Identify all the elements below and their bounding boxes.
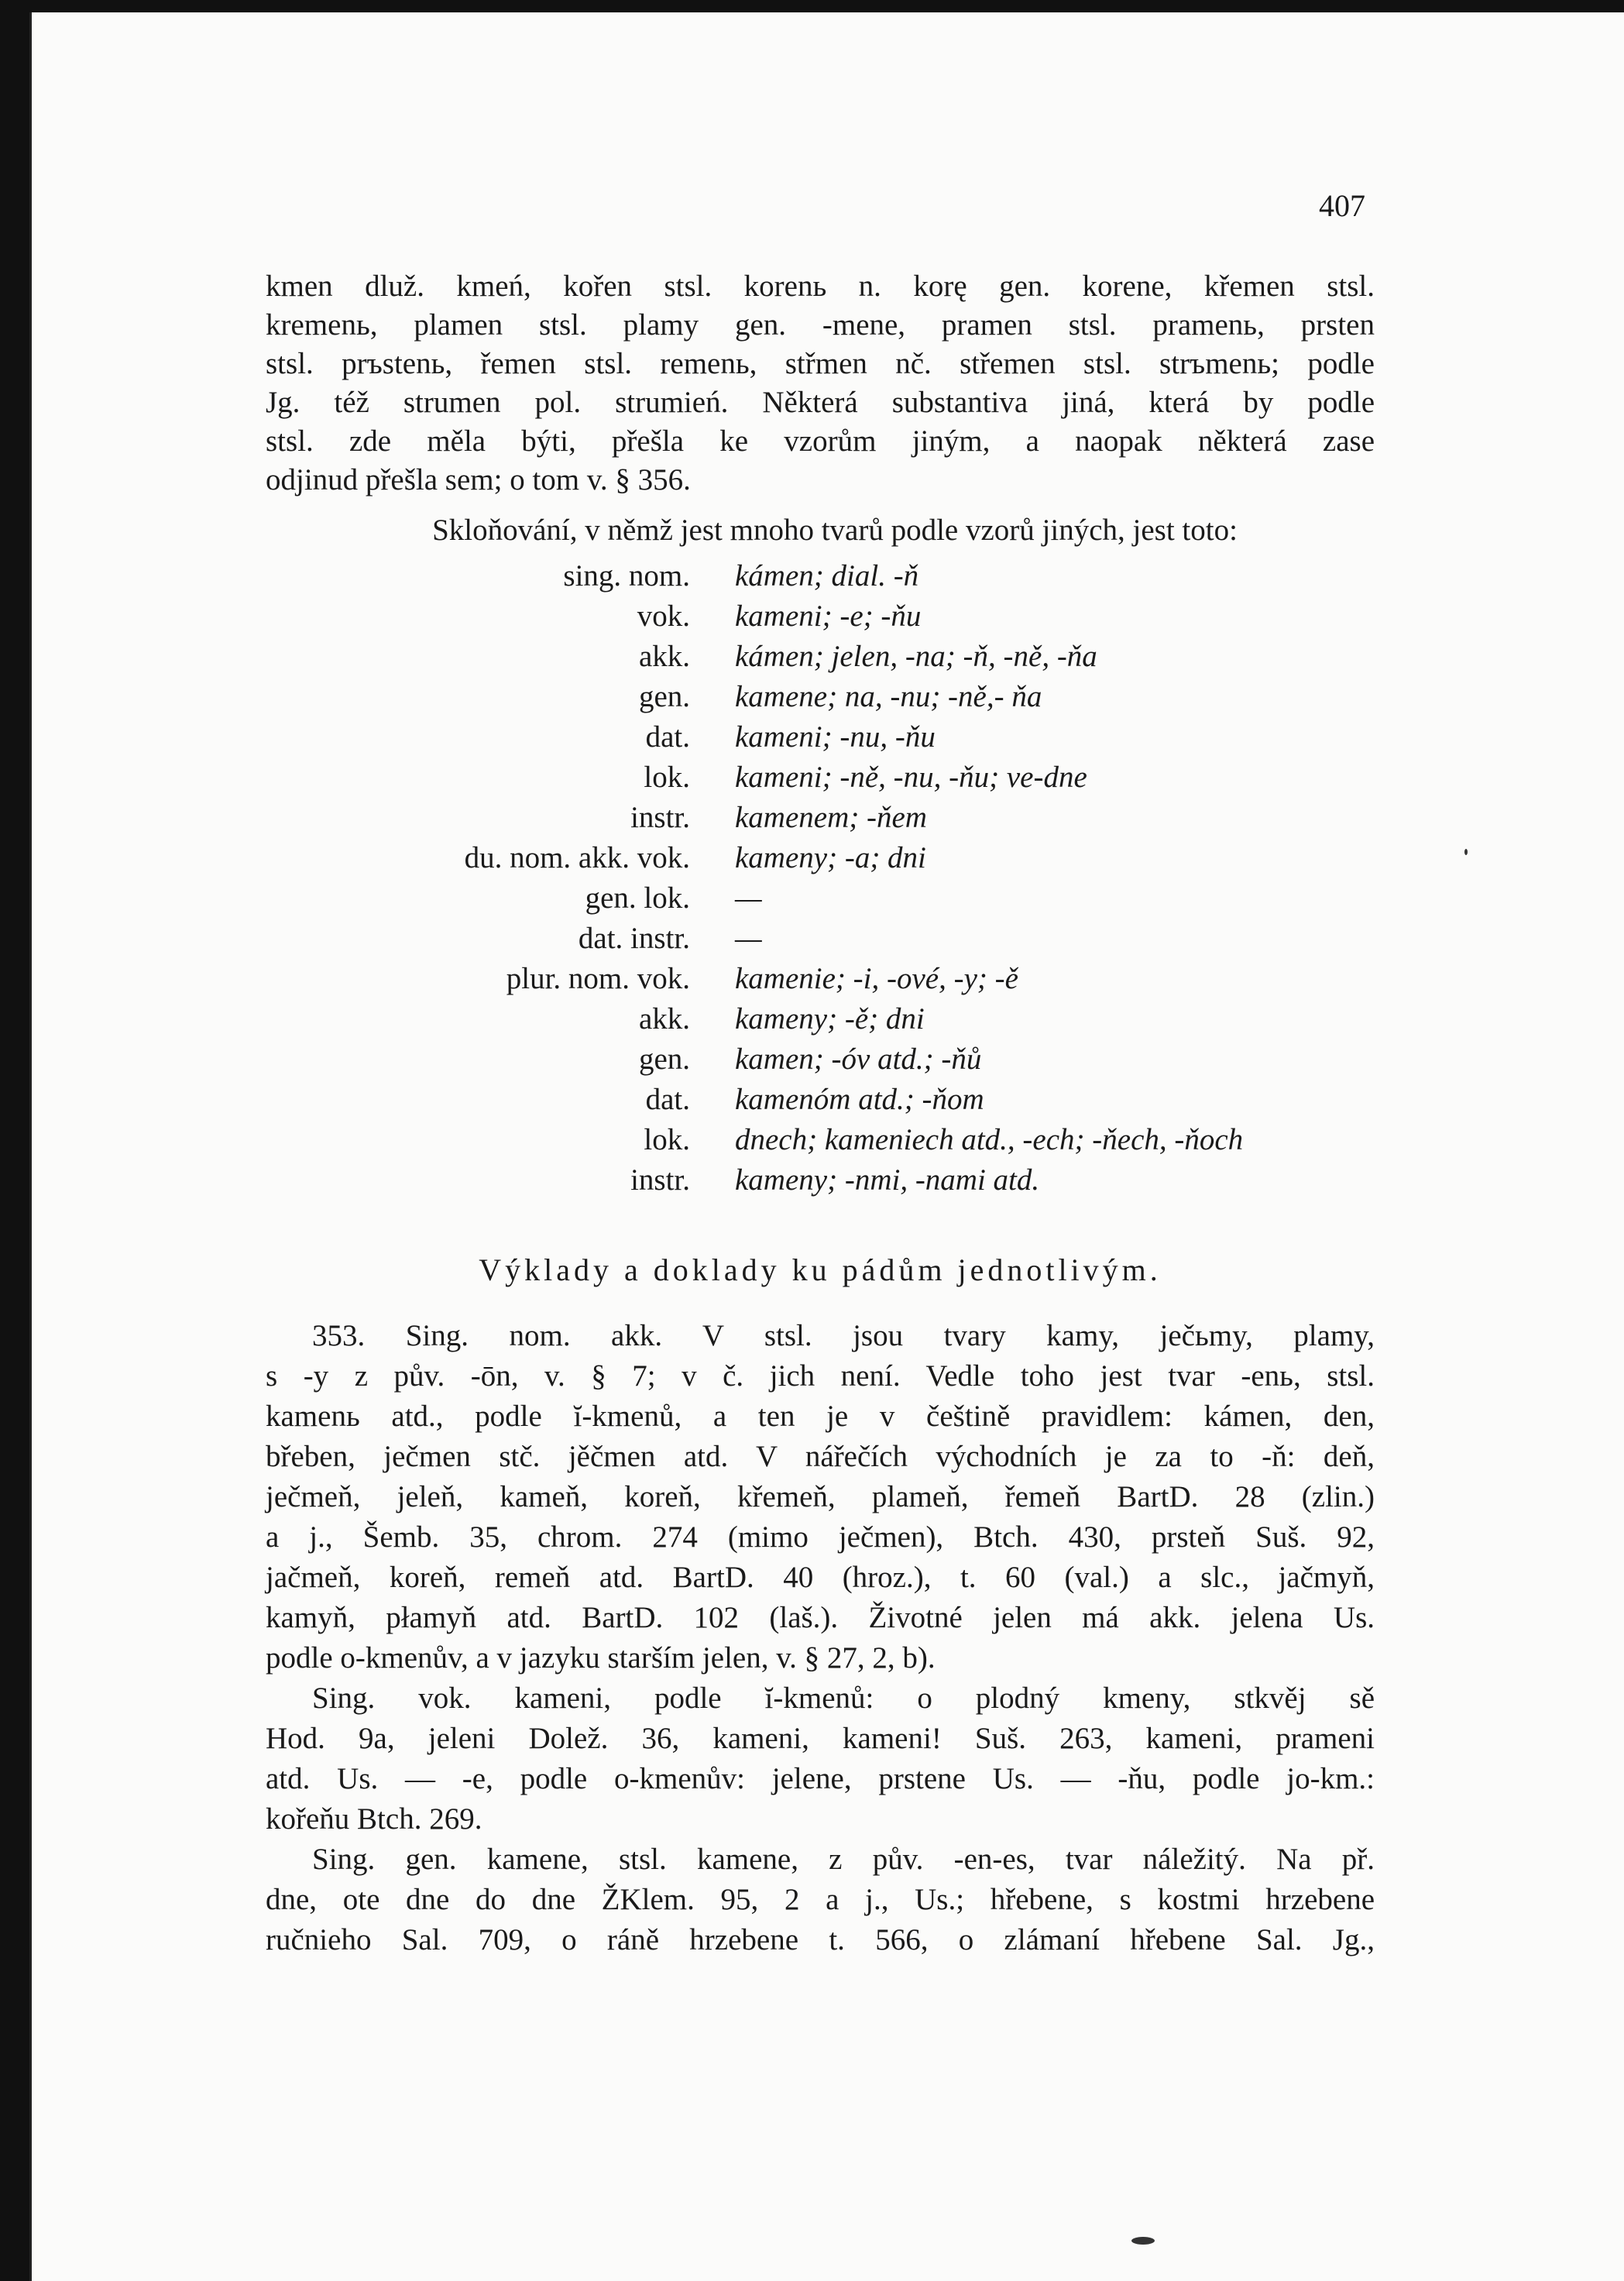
body-line: a j., Šemb. 35, chrom. 274 (mimo ječmen), Btch. 430, prsteň Suš. 92, bbox=[266, 1520, 1375, 1554]
case-label: akk. bbox=[638, 1002, 690, 1036]
case-label: instr. bbox=[630, 1163, 690, 1197]
body-line: ječmeň, jeleň, kameň, koreň, křemeň, plameň, řemeň BartD. 28 (zlin.) bbox=[266, 1480, 1375, 1513]
case-forms: kameny; -nmi, -nami atd. bbox=[735, 1163, 1040, 1197]
case-label: sing. nom. bbox=[563, 559, 690, 593]
body-line: jačmeň, koreň, remeň atd. BartD. 40 (hroz.), t. 60 (val.) a slc., jačmyň, bbox=[266, 1561, 1375, 1594]
paradigm-row bbox=[32, 921, 1624, 960]
case-forms: dnech; kameniech atd., -ech; -ňech, -ňoch bbox=[735, 1123, 1244, 1156]
case-label: gen. bbox=[638, 680, 690, 713]
body-line: kamenь atd., podle ĭ-kmenů, a ten je v češtině pravidlem: kámen, den, bbox=[266, 1400, 1375, 1433]
body-line: ručnieho Sal. 709, o ráně hrzebene t. 566, o zlámaní hřebene Sal. Jg., bbox=[266, 1923, 1375, 1956]
body-line: podle o-kmenův, a v jazyku starším jelen, v. § 27, 2, b). bbox=[266, 1641, 936, 1675]
case-forms: kámen; dial. -ň bbox=[735, 559, 919, 593]
case-forms: kámen; jelen, -na; -ň, -ně, -ňa bbox=[735, 640, 1097, 673]
case-label: du. nom. akk. vok. bbox=[464, 841, 690, 874]
case-label: instr. bbox=[630, 801, 690, 834]
case-forms: — bbox=[735, 881, 762, 915]
paradigm-row bbox=[32, 760, 1624, 799]
paradigm-row bbox=[32, 961, 1624, 1000]
scan-speck bbox=[1464, 849, 1468, 855]
book-page bbox=[29, 12, 1624, 2281]
body-line: kamyň, płamyň atd. BartD. 102 (laš.). Životné jelen má akk. jelena Us. bbox=[266, 1601, 1375, 1634]
body-line: Hod. 9a, jeleni Dolež. 36, kameni, kameni! Suš. 263, kameni, prameni bbox=[266, 1722, 1375, 1755]
case-label: dat. bbox=[645, 720, 690, 754]
paradigm-row bbox=[32, 1001, 1624, 1040]
intro-line: odjinud přešla sem; o tom v. § 356. bbox=[266, 463, 691, 496]
case-forms: kamen; -óv atd.; -ňů bbox=[735, 1043, 982, 1076]
case-label: akk. bbox=[638, 640, 690, 673]
intro-line: stsl. prъstenь, řemen stsl. remenь, střmen nč. střemen stsl. strъmenь; podle bbox=[266, 347, 1375, 380]
case-label: plur. nom. vok. bbox=[506, 962, 690, 995]
case-label: dat. bbox=[645, 1083, 690, 1116]
paradigm-intro: Skloňování, v němž jest mnoho tvarů podle vzorů jiných, jest toto: bbox=[432, 514, 1238, 547]
paradigm-row bbox=[32, 800, 1624, 839]
case-label: lok. bbox=[644, 1123, 690, 1156]
paradigm-row bbox=[32, 1163, 1624, 1201]
paradigm-row bbox=[32, 840, 1624, 879]
body-line: kořeňu Btch. 269. bbox=[266, 1802, 482, 1836]
case-label: gen. bbox=[638, 1043, 690, 1076]
paradigm-row bbox=[32, 679, 1624, 718]
case-forms: kameni; -ně, -nu, -ňu; ve-dne bbox=[735, 761, 1087, 794]
case-forms: kameny; -a; dni bbox=[735, 841, 926, 874]
case-forms: kamenóm atd.; -ňom bbox=[735, 1083, 984, 1116]
paradigm-row bbox=[32, 639, 1624, 678]
body-line: Sing. vok. kameni, podle ĭ-kmenů: o plodný kmeny, stkvěj sě bbox=[312, 1682, 1375, 1715]
case-forms: kamene; na, -nu; -ně,- ňa bbox=[735, 680, 1042, 713]
case-label: gen. lok. bbox=[585, 881, 690, 915]
body-line: břeben, ječmen stč. jěčmen atd. V nářečích východních je za to -ň: deň, bbox=[266, 1440, 1375, 1473]
case-forms: kameni; -e; -ňu bbox=[735, 599, 922, 633]
paradigm-row bbox=[32, 1082, 1624, 1121]
intro-line: kmen dluž. kmeń, kořen stsl. korenь n. korę gen. korene, křemen stsl. bbox=[266, 270, 1375, 303]
paradigm-row bbox=[32, 1122, 1624, 1161]
body-line: 353. Sing. nom. akk. V stsl. jsou tvary kamy, ječьmy, plamy, bbox=[312, 1319, 1375, 1352]
paradigm-row bbox=[32, 558, 1624, 597]
intro-line: kremenь, plamen stsl. plamy gen. -mene, pramen stsl. pramenь, prsten bbox=[266, 308, 1375, 342]
paradigm-row bbox=[32, 1042, 1624, 1080]
case-forms: kamenie; -i, -ové, -y; -ě bbox=[735, 962, 1018, 995]
paradigm-row bbox=[32, 881, 1624, 919]
page-number: 407 bbox=[1319, 188, 1365, 223]
paradigm-row bbox=[32, 599, 1624, 637]
case-forms: — bbox=[735, 922, 762, 955]
case-forms: kameni; -nu, -ňu bbox=[735, 720, 936, 754]
case-label: vok. bbox=[637, 599, 690, 633]
scan-speck bbox=[1131, 2237, 1155, 2245]
case-label: dat. instr. bbox=[578, 922, 690, 955]
body-line: Sing. gen. kamene, stsl. kamene, z pův. -en-es, tvar náležitý. Na př. bbox=[312, 1843, 1375, 1876]
case-forms: kameny; -ě; dni bbox=[735, 1002, 925, 1036]
case-label: lok. bbox=[644, 761, 690, 794]
body-line: dne, ote dne do dne ŽKlem. 95, 2 a j., Us.; hřebene, s kostmi hrzebene bbox=[266, 1883, 1375, 1916]
body-line: atd. Us. — -e, podle o-kmenův: jelene, prstene Us. — -ňu, podle jo-km.: bbox=[266, 1762, 1375, 1795]
paradigm-row bbox=[32, 720, 1624, 758]
body-line: s -y z pův. -ōn, v. § 7; v č. jich není. Vedle toho jest tvar -enь, stsl. bbox=[266, 1359, 1375, 1393]
case-forms: kamenem; -ňem bbox=[735, 801, 927, 834]
intro-line: Jg. též strumen pol. strumień. Některá substantiva jiná, která by podle bbox=[266, 386, 1375, 419]
intro-line: stsl. zde měla býti, přešla ke vzorům jiným, a naopak některá zase bbox=[266, 424, 1375, 458]
section-heading: Výklady a doklady ku pádům jednotlivým. bbox=[479, 1252, 1162, 1287]
